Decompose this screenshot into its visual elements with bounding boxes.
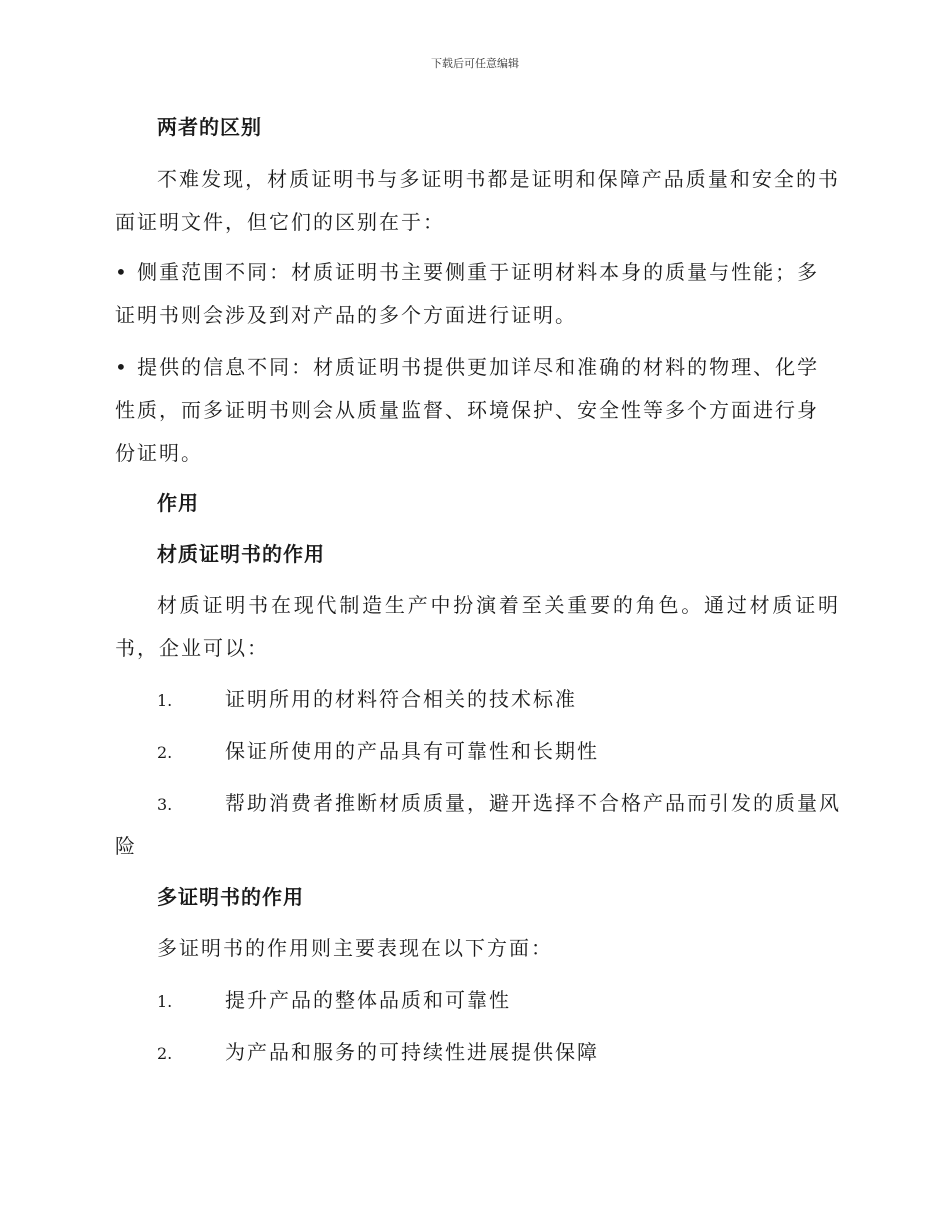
list-item — [115, 979, 840, 1023]
subheading-multi-certificate-role: 多证明书的作用 — [157, 885, 304, 909]
paragraph-differences-intro: 不难发现，材质证明书与多证明书都是证明和保障产品质量和安全的书面证明文件，但它们的区别在于： — [115, 167, 840, 234]
bullet-scope-difference: • 侧重范围不同：材质证明书主要侧重于证明材料本身的质量与性能；多证明书则会涉及到对产品的多个方面进行证明。 — [115, 260, 820, 327]
list-number: 2. — [157, 1044, 173, 1063]
section-heading-role: 作用 — [157, 491, 199, 515]
list-item-text: 保证所使用的产品具有可靠性和长期性 — [225, 739, 599, 763]
list-number: 3. — [157, 795, 173, 814]
paragraph-material-intro: 材质证明书在现代制造生产中扮演着至关重要的角色。通过材质证明书，企业可以： — [115, 593, 840, 660]
bullet-information-difference: • 提供的信息不同：材质证明书提供更加详尽和准确的材料的物理、化学性质，而多证明书则会从质量监督、环境保护、安全性等多个方面进行身份证明。 — [115, 355, 820, 465]
subheading-material-certificate-role: 材质证明书的作用 — [157, 542, 325, 566]
list-number: 1. — [157, 691, 173, 710]
list-item-continuation: 险 — [115, 834, 137, 858]
paragraph-multi-intro: 多证明书的作用则主要表现在以下方面： — [157, 936, 553, 960]
list-item — [115, 730, 840, 774]
list-number: 1. — [157, 992, 173, 1011]
list-item-text: 提升产品的整体品质和可靠性 — [225, 988, 511, 1012]
list-item-text: 证明所用的材料符合相关的技术标准 — [225, 687, 577, 711]
list-item — [115, 1031, 840, 1075]
list-item — [115, 782, 840, 826]
list-item-text: 为产品和服务的可持续性进展提供保障 — [225, 1040, 599, 1064]
page-header-note: 下载后可任意编辑 — [431, 57, 519, 70]
list-item — [115, 678, 840, 722]
list-number: 2. — [157, 743, 173, 762]
list-item-text: 帮助消费者推断材质质量，避开选择不合格产品而引发的质量风 — [225, 791, 841, 815]
section-heading-differences: 两者的区别 — [157, 115, 262, 139]
